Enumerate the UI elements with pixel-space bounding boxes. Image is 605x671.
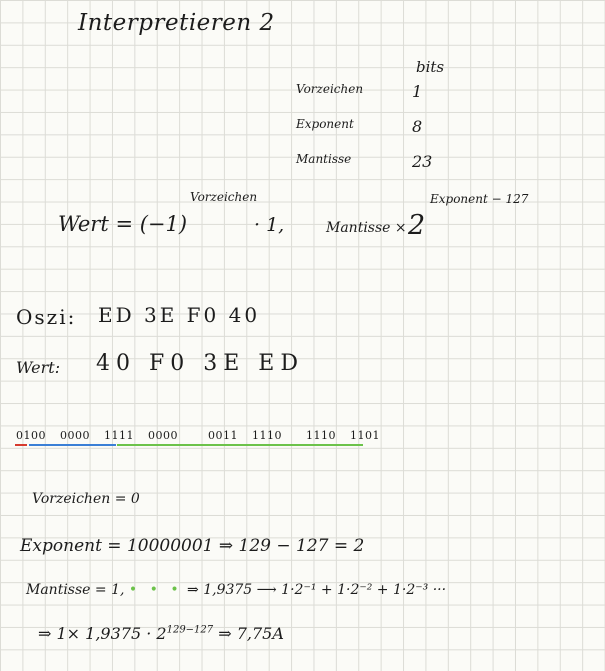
bit-group: 0000 [60,429,90,442]
formula-one: · 1, [254,214,285,236]
result-exponent: 129−127 [166,624,214,636]
formula-mantisse: Mantisse × [326,220,407,236]
bit-group: 1110 [252,429,282,442]
formula-sign-exponent: Vorzeichen [190,190,258,204]
table-row-label: Exponent [296,117,354,131]
bit-group: 100 [23,429,46,442]
bit-group: 1110 [306,429,336,442]
wert-value: 40 F0 3E ED [96,351,304,376]
bit-group: 1101 [350,429,380,442]
formula-lhs: Wert = (−1) [58,212,188,236]
bit-string [16,429,390,442]
exponent-underline [29,444,116,446]
bit-group: 1111 [104,429,134,442]
exponent-line: Exponent = 10000001 ⇒ 129 − 127 = 2 [20,536,365,556]
formula-base-two: 2 [408,210,426,241]
mantisse-expansion: ⇒ 1,9375 ⟶ 1·2⁻¹ + 1·2⁻² + 1·2⁻³ ··· [187,582,447,598]
page-title: Interpretieren 2 [78,10,275,36]
table-header-bits: bits [416,58,445,76]
sign-underline [15,444,27,446]
mantisse-line [26,582,446,598]
ieee754-formula [58,190,529,241]
oszi-label: Oszi: [16,305,77,329]
vorzeichen-line: Vorzeichen = 0 [32,491,140,507]
table-row-value: 8 [412,117,423,136]
formula-exponent-bias: Exponent − 127 [430,192,529,206]
mantissa-underline [117,444,363,446]
bit-sign: 0 [16,429,24,442]
result-product: ⇒ 1× 1,9375 · 2 [38,624,167,643]
oszi-value: ED 3E F0 40 [98,303,261,327]
table-row-label: Vorzeichen [296,82,364,96]
table-row-value: 1 [412,82,423,101]
mantisse-label: Mantisse = 1, [26,582,125,598]
table-row-label: Mantisse [296,152,352,166]
bit-group: 0011 [208,429,238,442]
result-line [38,624,284,643]
table-row-value: 23 [412,152,433,171]
mantisse-dots: • • • [128,582,183,598]
wert-label: Wert: [16,358,61,377]
result-value: ⇒ 7,75A [213,624,284,643]
bit-group: 0000 [148,429,178,442]
